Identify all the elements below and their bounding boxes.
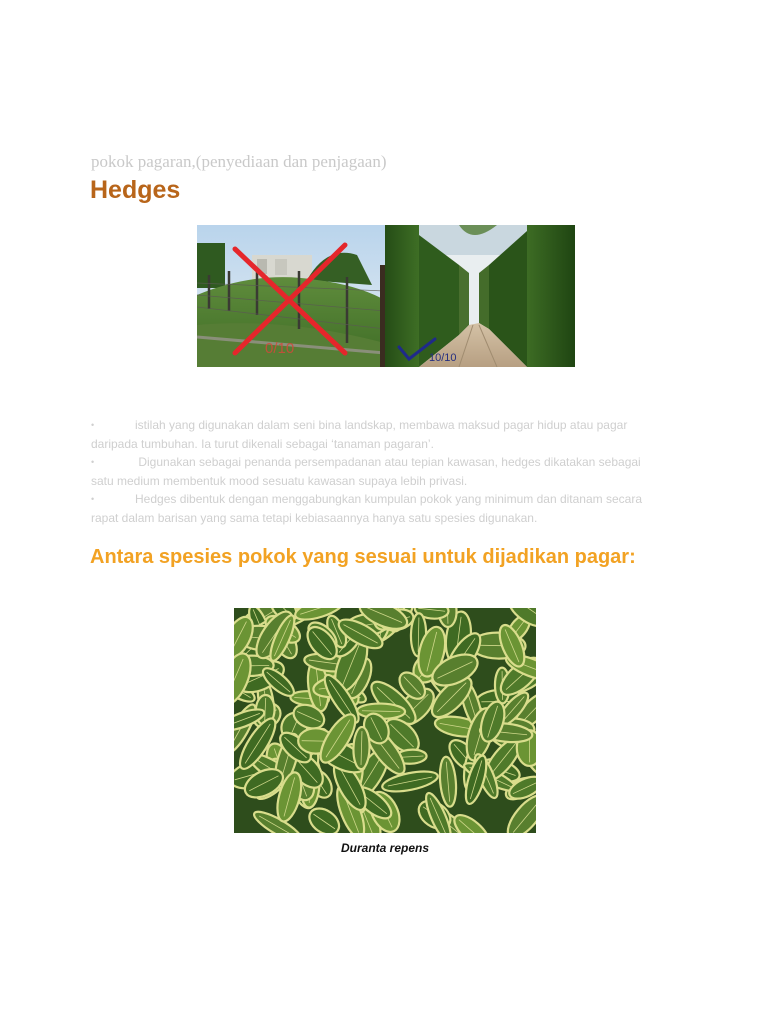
list-item: [91, 490, 681, 527]
document-subtitle: pokok pagaran,(penyediaan dan penjagaan): [91, 152, 387, 171]
list-item: [91, 416, 681, 453]
bullet-text-line: Hedges dibentuk dengan menggabungkan kumpulan pokok yang minimum dan ditanam secara: [135, 492, 642, 506]
fence-score: 0/10: [265, 340, 295, 357]
bullet-text-line: Digunakan sebagai penanda persempadanan atau tepian kawasan, hedges dikatakan sebagai: [135, 455, 641, 469]
bullet-text-line: istilah yang digunakan dalam seni bina landskap, membawa maksud pagar hidup atau pagar: [135, 418, 628, 432]
bullet-icon: •: [91, 457, 95, 467]
hedge-comparison-image: [197, 225, 575, 367]
section-heading: Antara spesies pokok yang sesuai untuk dijadikan pagar:: [90, 546, 636, 568]
duranta-repens-photo: [234, 608, 536, 833]
bullet-text-line: daripada tumbuhan. Ia turut dikenali sebagai ‘tanaman pagaran’.: [91, 436, 434, 451]
hedge-score: 10/10: [429, 352, 457, 364]
bullet-icon: •: [91, 420, 95, 430]
list-item: [91, 453, 681, 490]
fence-photo: [197, 225, 385, 367]
bullet-text-line: rapat dalam barisan yang sama tetapi kebiasaannya hanya satu spesies digunakan.: [91, 510, 538, 525]
hedge-photo: [385, 225, 575, 367]
bullet-icon: •: [91, 494, 95, 504]
bullet-text-line: satu medium membentuk mood sesuatu kawasan supaya lebih privasi.: [91, 473, 468, 488]
page-title: Hedges: [90, 176, 181, 204]
plant-caption: Duranta repens: [340, 841, 430, 855]
bullet-list: [91, 416, 681, 527]
